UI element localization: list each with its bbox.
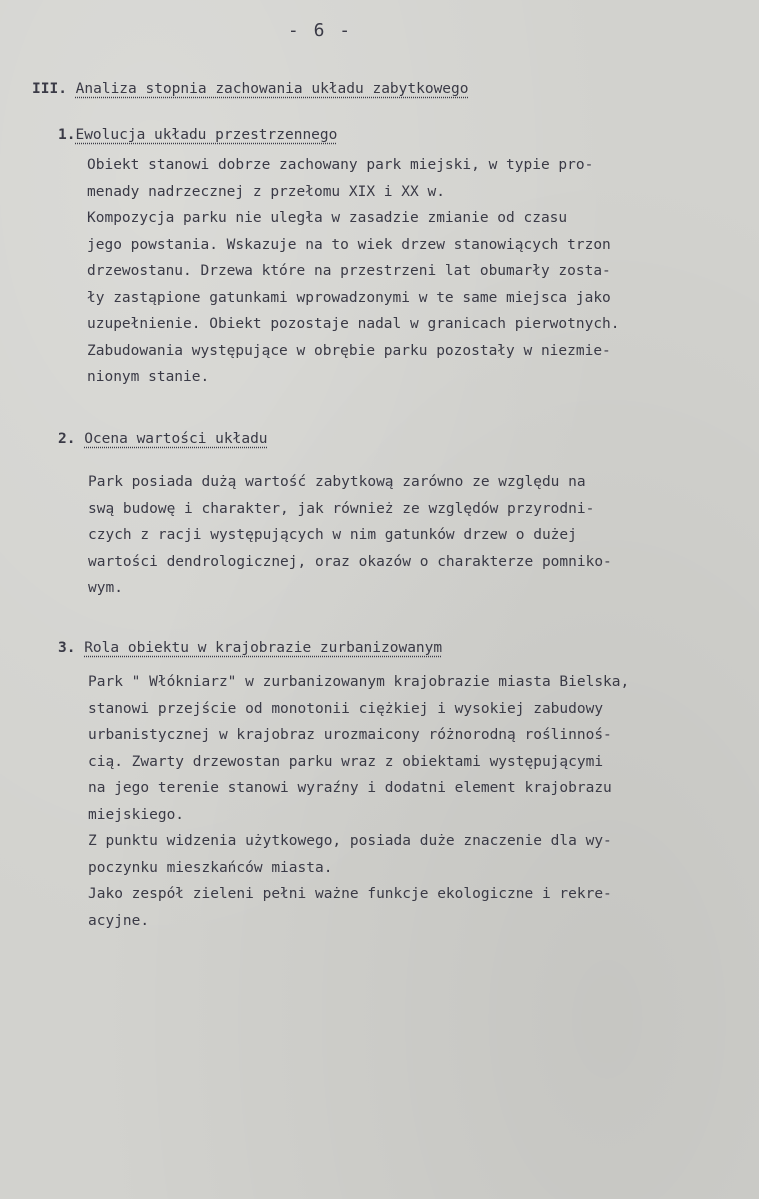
section-heading-2 [58,428,268,450]
section-number: 1. [58,127,76,143]
text-line: jego powstania. Wskazuje na to wiek drzew stanowiących trzon [87,236,611,253]
section-paragraph-3 [88,669,629,934]
text-line: Obiekt stanowi dobrze zachowany park miejski, w typie pro- [87,157,594,173]
page-number: - 6 - [287,20,353,41]
text-line: nionym stanie. [87,369,210,385]
section-paragraph-2 [88,469,612,602]
text-line: uzupełnienie. Obiekt pozostaje nadal w granicach pierwotnych. [87,316,620,332]
text-line: menady nadrzecznej z przełomu XIX i XX w. [87,183,445,200]
text-line: ły zastąpione gatunkami wprowadzonymi w te same miejsca jako [87,289,611,306]
text-line: acyjne. [88,912,150,929]
section-title: Rola obiektu w krajobrazie zurbanizowanym [84,640,443,656]
text-line: swą budowę i charakter, jak również ze względów przyrodni- [88,500,595,517]
text-line: Z punktu widzenia użytkowego, posiada duże znaczenie dla wy- [88,833,612,849]
section-title: Ewolucja układu przestrzennego [75,127,338,143]
text-line: poczynku mieszkańców miasta. [88,859,333,876]
text-line: Zabudowania występujące w obrębie parku pozostały w niezmie- [87,342,611,359]
section-heading-1 [58,124,337,146]
main-heading [32,78,469,100]
text-line: Park posiada dużą wartość zabytkową zarówno ze względu na [88,474,586,490]
main-heading-title: Analiza stopnia zachowania układu zabytkowego [75,81,469,97]
text-line: czych z racji występujących w nim gatunków drzew o dużej [88,527,577,543]
text-line: na jego terenie stanowi wyraźny i dodatni element krajobrazu [88,780,612,796]
text-line: urbanistycznej w krajobraz urozmaicony różnorodną roślinnoś- [88,727,612,743]
text-line: cią. Zwarty drzewostan parku wraz z obiektami występującymi [88,753,604,770]
text-line: wartości dendrologicznej, oraz okazów o charakterze pomniko- [88,553,612,570]
section-heading-3 [58,637,442,659]
text-line: drzewostanu. Drzewa które na przestrzeni lat obumarły zosta- [87,263,611,279]
section-number: 3. [58,640,76,656]
text-line: Kompozycja parku nie uległa w zasadzie zmianie od czasu [87,210,568,226]
main-heading-number: III. [32,81,67,97]
section-number: 2. [58,431,76,447]
text-line: Jako zespół zieleni pełni ważne funkcje ekologiczne i rekre- [88,886,612,902]
text-line: miejskiego. [88,806,185,823]
section-title: Ocena wartości układu [84,431,268,447]
section-paragraph-1 [87,152,620,391]
text-line: Park " Włókniarz" w zurbanizowanym krajobrazie miasta Bielska, [88,674,630,690]
text-line: wym. [88,580,123,596]
text-line: stanowi przejście od monotonii ciężkiej i wysokiej zabudowy [88,700,604,717]
